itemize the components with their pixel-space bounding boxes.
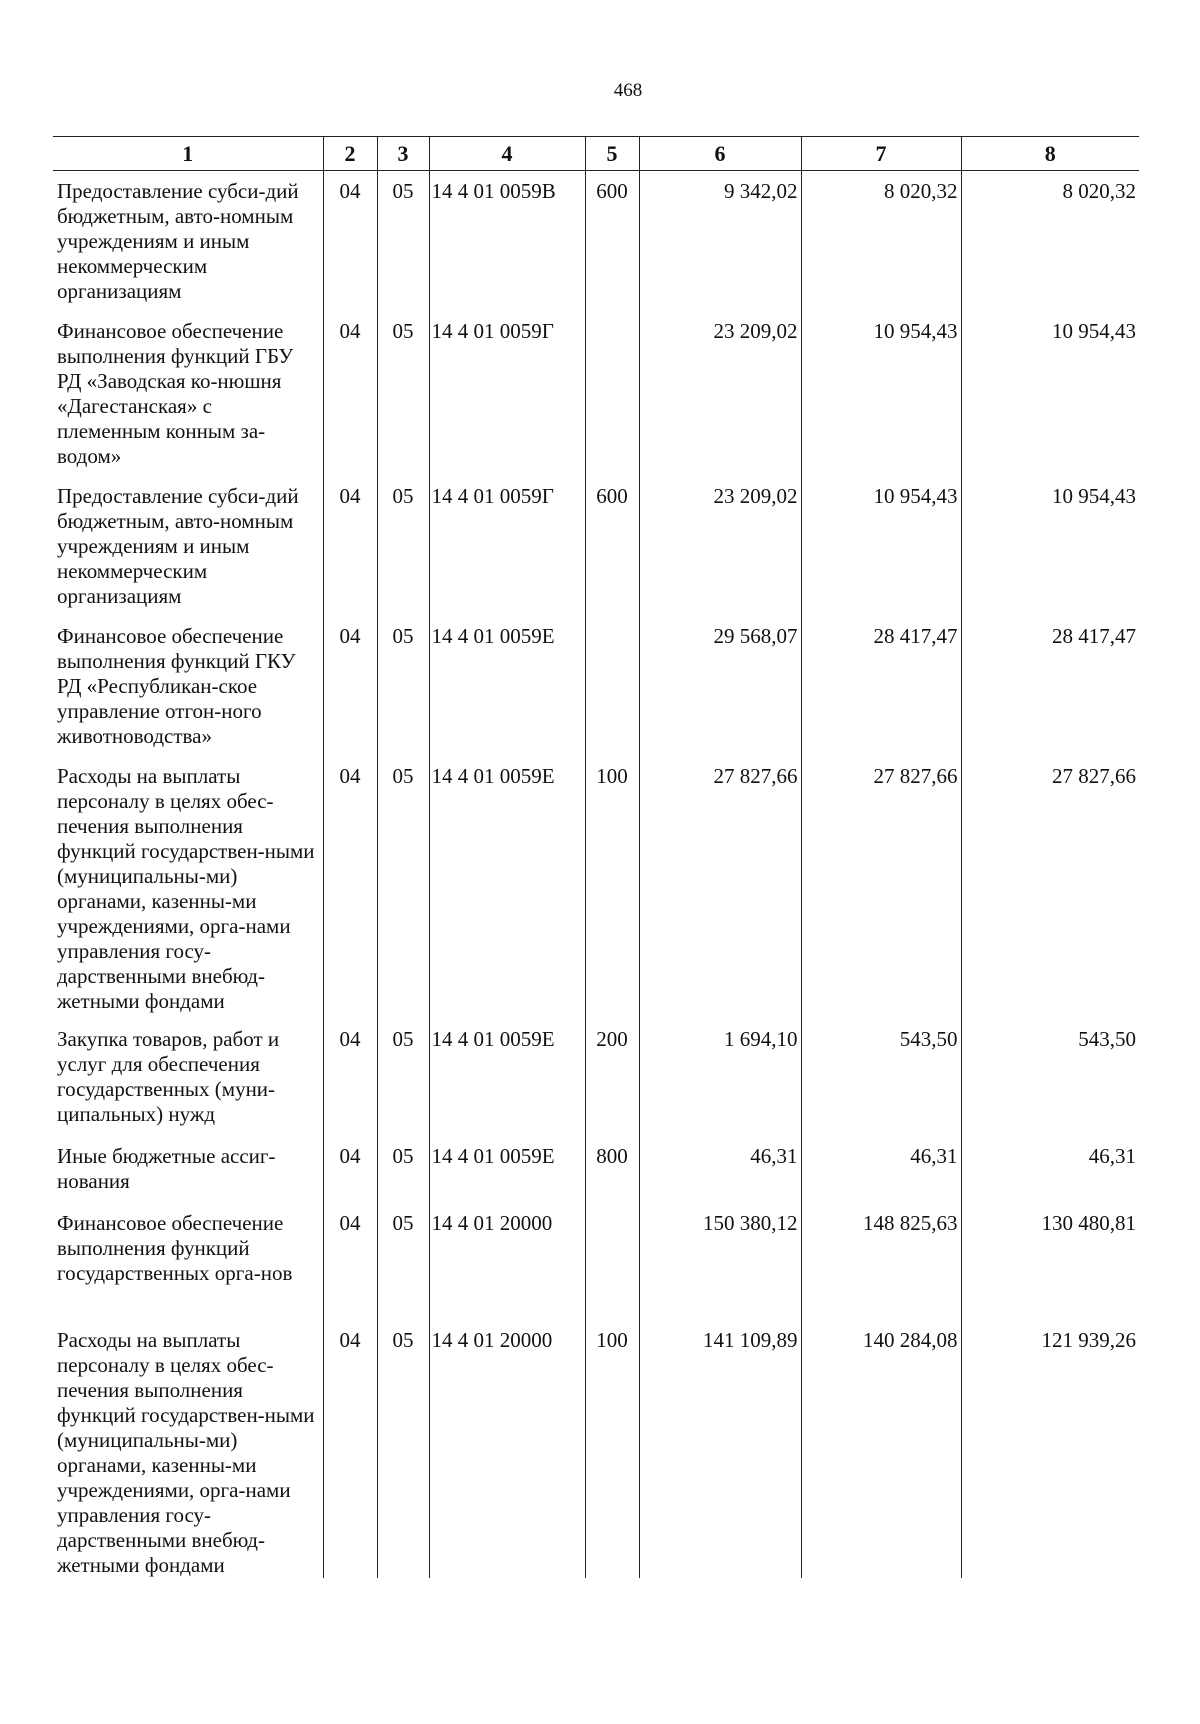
cell-value-6: 1 694,10 bbox=[639, 1019, 801, 1136]
cell-expense-type: 200 bbox=[585, 1019, 639, 1136]
cell-subsection: 05 bbox=[377, 1203, 429, 1320]
cell-section: 04 bbox=[323, 1136, 377, 1203]
budget-table bbox=[53, 136, 1139, 1578]
cell-subsection: 05 bbox=[377, 1320, 429, 1578]
cell-value-8: 10 954,43 bbox=[961, 311, 1139, 476]
cell-value-8: 10 954,43 bbox=[961, 476, 1139, 616]
cell-section: 04 bbox=[323, 616, 377, 756]
cell-value-6: 9 342,02 bbox=[639, 171, 801, 311]
cell-expense-type: 800 bbox=[585, 1136, 639, 1203]
cell-name: Закупка товаров, работ и услуг для обеспечения государственных (муни-ципальных) нужд bbox=[57, 1026, 280, 1126]
column-header: 5 bbox=[585, 137, 639, 171]
column-header: 6 bbox=[639, 137, 801, 171]
cell-value-7: 27 827,66 bbox=[801, 756, 961, 1019]
cell-expense-type: 600 bbox=[585, 476, 639, 616]
cell-name: Финансовое обеспечение выполнения функций ГБУ РД «Заводская ко-нюшня «Дагестанская» с племенным конным за-водом» bbox=[57, 318, 294, 468]
cell-value-8: 28 417,47 bbox=[961, 616, 1139, 756]
table-row bbox=[53, 476, 1139, 616]
column-header: 8 bbox=[961, 137, 1139, 171]
cell-expense-type: 100 bbox=[585, 1320, 639, 1578]
cell-value-6: 29 568,07 bbox=[639, 616, 801, 756]
table-row bbox=[53, 756, 1139, 1019]
table-row bbox=[53, 1203, 1139, 1320]
cell-name: Предоставление субси-дий бюджетным, авто-номным учреждениям и иным некоммерческим организациям bbox=[57, 179, 299, 303]
cell-expense-type bbox=[585, 616, 639, 756]
cell-name: Предоставление субси-дий бюджетным, авто-номным учреждениям и иным некоммерческим организациям bbox=[57, 483, 299, 608]
cell-subsection: 05 bbox=[377, 1019, 429, 1136]
column-header: 2 bbox=[323, 137, 377, 171]
cell-section: 04 bbox=[323, 756, 377, 1019]
cell-subsection: 05 bbox=[377, 756, 429, 1019]
cell-expense-type bbox=[585, 311, 639, 476]
cell-value-7: 10 954,43 bbox=[801, 476, 961, 616]
cell-value-8: 27 827,66 bbox=[961, 756, 1139, 1019]
cell-name: Финансовое обеспечение выполнения функций ГКУ РД «Республикан-ское управление отгон-ного животноводства» bbox=[57, 623, 296, 748]
cell-value-8: 8 020,32 bbox=[961, 171, 1139, 311]
cell-name: Финансовое обеспечение выполнения функций государственных орга-нов bbox=[57, 1210, 293, 1285]
cell-name: Расходы на выплаты персоналу в целях обес-печения выполнения функций государствен-ными (муниципальны-ми) органами, казенны-ми учреждениями, орга-нами управления госу-дарственными внебюд-жетными фондами bbox=[57, 763, 315, 1013]
cell-target-code: 14 4 01 0059Г bbox=[429, 311, 585, 476]
cell-value-8: 121 939,26 bbox=[961, 1320, 1139, 1578]
cell-value-7: 543,50 bbox=[801, 1019, 961, 1136]
cell-name: Расходы на выплаты персоналу в целях обес-печения выполнения функций государствен-ными (муниципальны-ми) органами, казенны-ми учреждениями, орга-нами управления госу-дарственными внебюд-жетными фондами bbox=[57, 1327, 315, 1577]
cell-name: Иные бюджетные ассиг-нования bbox=[57, 1143, 276, 1193]
table-row bbox=[53, 171, 1139, 311]
column-header: 3 bbox=[377, 137, 429, 171]
page-number: 468 bbox=[613, 80, 643, 101]
cell-section: 04 bbox=[323, 476, 377, 616]
cell-value-8: 130 480,81 bbox=[961, 1203, 1139, 1320]
cell-target-code: 14 4 01 0059Е bbox=[429, 616, 585, 756]
cell-expense-type: 100 bbox=[585, 756, 639, 1019]
column-header: 4 bbox=[429, 137, 585, 171]
cell-expense-type bbox=[585, 1203, 639, 1320]
cell-value-6: 141 109,89 bbox=[639, 1320, 801, 1578]
table-row bbox=[53, 1019, 1139, 1136]
cell-value-7: 140 284,08 bbox=[801, 1320, 961, 1578]
cell-subsection: 05 bbox=[377, 616, 429, 756]
table-row bbox=[53, 311, 1139, 476]
cell-subsection: 05 bbox=[377, 476, 429, 616]
cell-target-code: 14 4 01 0059Е bbox=[429, 1136, 585, 1203]
cell-value-7: 10 954,43 bbox=[801, 311, 961, 476]
cell-target-code: 14 4 01 0059В bbox=[429, 171, 585, 311]
cell-target-code: 14 4 01 0059Г bbox=[429, 476, 585, 616]
cell-value-6: 27 827,66 bbox=[639, 756, 801, 1019]
cell-value-7: 28 417,47 bbox=[801, 616, 961, 756]
cell-value-6: 46,31 bbox=[639, 1136, 801, 1203]
table-header-row bbox=[53, 137, 1139, 171]
cell-section: 04 bbox=[323, 171, 377, 311]
cell-target-code: 14 4 01 0059Е bbox=[429, 1019, 585, 1136]
cell-value-6: 150 380,12 bbox=[639, 1203, 801, 1320]
column-header: 7 bbox=[801, 137, 961, 171]
cell-value-7: 46,31 bbox=[801, 1136, 961, 1203]
cell-value-8: 46,31 bbox=[961, 1136, 1139, 1203]
table-row bbox=[53, 1136, 1139, 1203]
cell-value-8: 543,50 bbox=[961, 1019, 1139, 1136]
cell-target-code: 14 4 01 0059Е bbox=[429, 756, 585, 1019]
cell-section: 04 bbox=[323, 311, 377, 476]
cell-section: 04 bbox=[323, 1320, 377, 1578]
cell-value-6: 23 209,02 bbox=[639, 476, 801, 616]
table-row bbox=[53, 616, 1139, 756]
cell-value-6: 23 209,02 bbox=[639, 311, 801, 476]
cell-target-code: 14 4 01 20000 bbox=[429, 1203, 585, 1320]
cell-target-code: 14 4 01 20000 bbox=[429, 1320, 585, 1578]
cell-subsection: 05 bbox=[377, 311, 429, 476]
table-row bbox=[53, 1320, 1139, 1578]
cell-subsection: 05 bbox=[377, 1136, 429, 1203]
cell-expense-type: 600 bbox=[585, 171, 639, 311]
column-header: 1 bbox=[53, 137, 323, 171]
cell-section: 04 bbox=[323, 1019, 377, 1136]
cell-value-7: 148 825,63 bbox=[801, 1203, 961, 1320]
cell-section: 04 bbox=[323, 1203, 377, 1320]
cell-value-7: 8 020,32 bbox=[801, 171, 961, 311]
cell-subsection: 05 bbox=[377, 171, 429, 311]
